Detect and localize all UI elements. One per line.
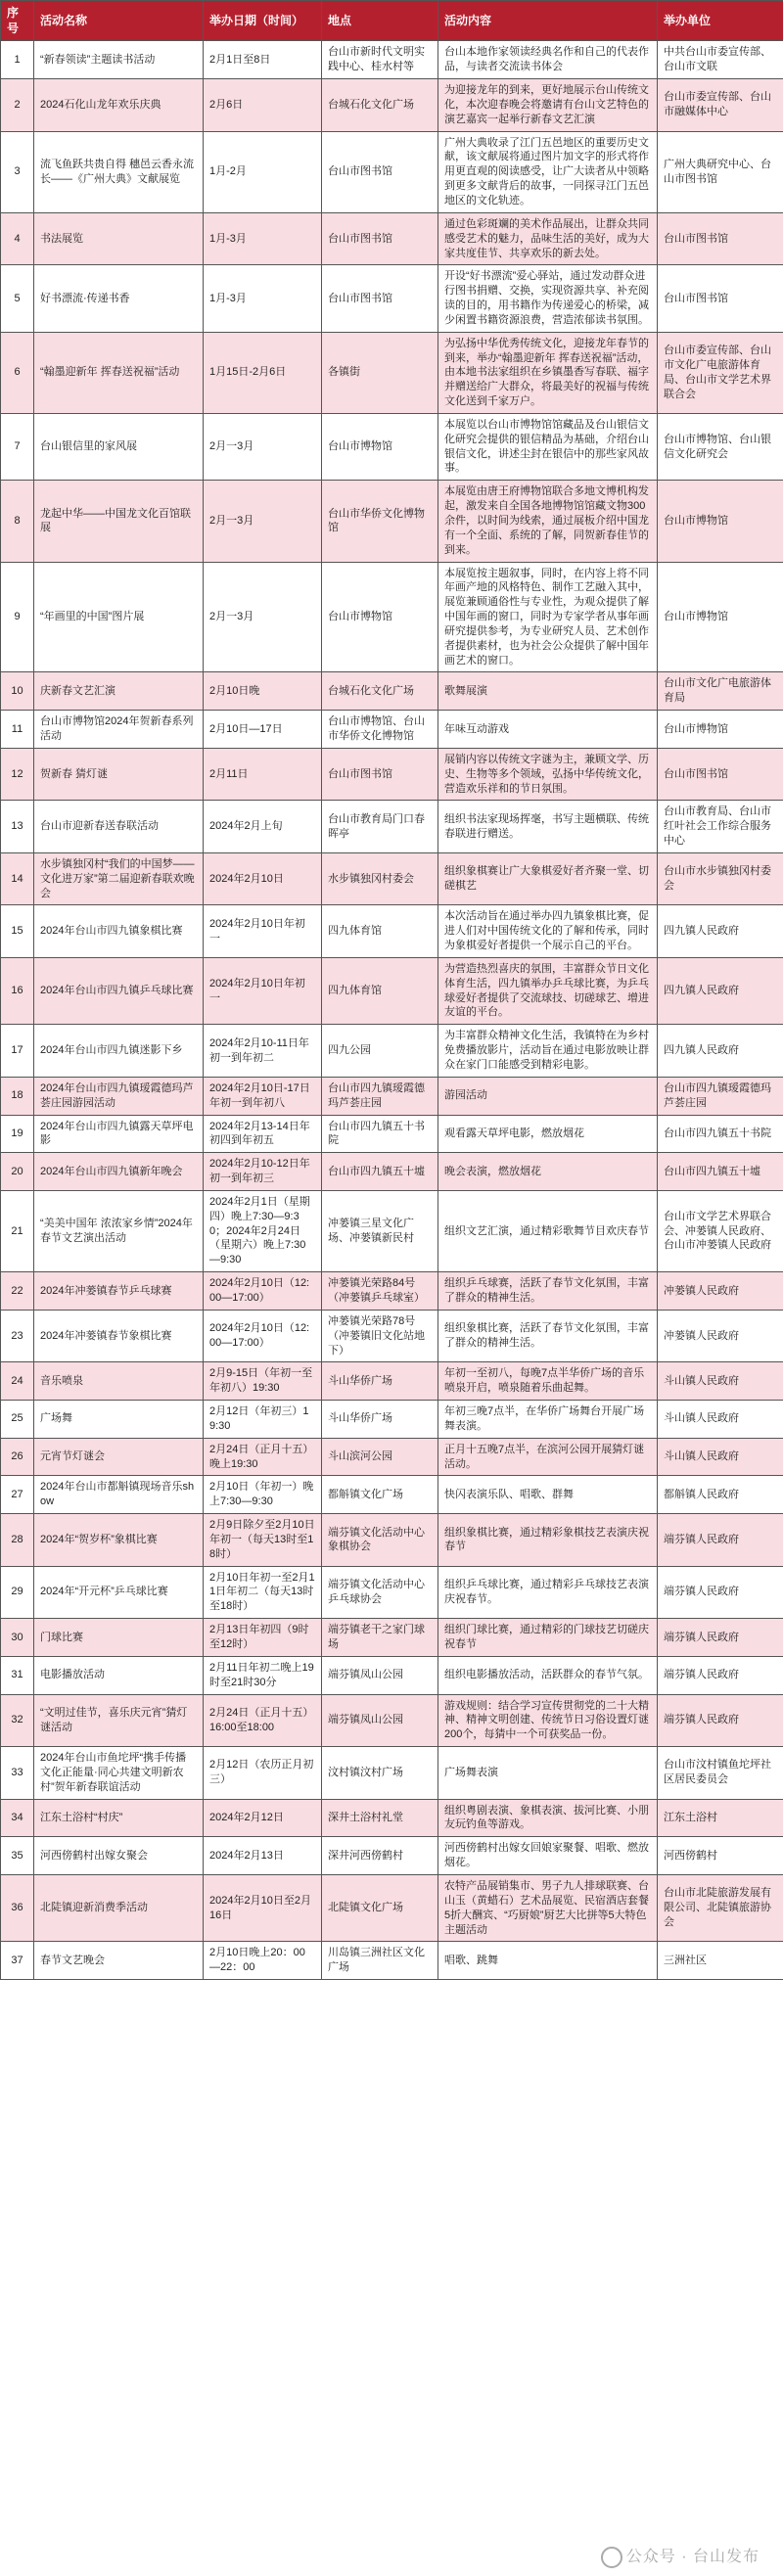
cell-name: “年画里的中国”图片展 xyxy=(34,562,204,672)
cell-date: 2月10日晚上20：00—22：00 xyxy=(204,1942,322,1980)
cell-place: 台山市博物馆 xyxy=(322,413,438,480)
cell-place: 台山市博物馆、台山市华侨文化博物馆 xyxy=(322,711,438,749)
cell-org: 台山市委宣传部、台山市融媒体中心 xyxy=(658,79,783,132)
cell-date: 2024年2月10日至2月16日 xyxy=(204,1874,322,1941)
cell-date: 1月15日-2月6日 xyxy=(204,332,322,413)
cell-name: 贺新春 猜灯谜 xyxy=(34,748,204,801)
cell-org: 台山市文化广电旅游体育局 xyxy=(658,672,783,711)
cell-name: 2024年冲蒌镇春节乒乓球赛 xyxy=(34,1272,204,1311)
cell-place: 台城石化文化广场 xyxy=(322,79,438,132)
cell-place: 端芬镇凤山公园 xyxy=(322,1694,438,1747)
cell-place: 四九公园 xyxy=(322,1025,438,1078)
cell-content: 游园活动 xyxy=(438,1077,658,1115)
cell-content: 组织象棋比赛，通过精彩象棋技艺表演庆祝春节 xyxy=(438,1514,658,1567)
cell-org: 台山市博物馆 xyxy=(658,562,783,672)
cell-org: 台山市四九镇五十墟 xyxy=(658,1153,783,1191)
cell-org: 端芬镇人民政府 xyxy=(658,1514,783,1567)
header-no: 序号 xyxy=(1,1,34,41)
cell-place: 台山市图书馆 xyxy=(322,131,438,212)
cell-place: 深井土浴村礼堂 xyxy=(322,1799,438,1837)
cell-date: 2月10日年初一至2月11日年初二（每天13时至18时） xyxy=(204,1566,322,1619)
cell-place: 台山市四九镇瑷霞德玛芦荟庄园 xyxy=(322,1077,438,1115)
cell-date: 2月9日除夕至2月10日年初一（每天13时至18时） xyxy=(204,1514,322,1567)
cell-place: 水步镇独冈村委会 xyxy=(322,852,438,905)
cell-date: 2024年2月10日（12:00—17:00） xyxy=(204,1310,322,1362)
cell-no: 16 xyxy=(1,957,34,1024)
cell-date: 2月12日（农历正月初三） xyxy=(204,1747,322,1800)
cell-no: 25 xyxy=(1,1401,34,1439)
cell-name: 2024年冲蒌镇春节象棋比赛 xyxy=(34,1310,204,1362)
cell-date: 2月24日（正月十五）晚上19:30 xyxy=(204,1438,322,1476)
cell-content: 组织象棋赛让广大象棋爱好者齐聚一堂、切磋棋艺 xyxy=(438,852,658,905)
cell-date: 2024年2月10日年初一 xyxy=(204,905,322,958)
cell-content: 组织乒乓球比赛，通过精彩乒乓球技艺表演庆祝春节。 xyxy=(438,1566,658,1619)
table-row xyxy=(1,1514,783,1567)
cell-content: 游戏规则：结合学习宣传贯彻党的二十大精神、精神文明创建、传统节日习俗设置灯谜200个，每猜中一个可获奖品一份。 xyxy=(438,1694,658,1747)
cell-place: 台城石化文化广场 xyxy=(322,672,438,711)
cell-no: 37 xyxy=(1,1942,34,1980)
cell-no: 4 xyxy=(1,212,34,265)
cell-place: 台山市图书馆 xyxy=(322,212,438,265)
cell-place: 端芬镇凤山公园 xyxy=(322,1656,438,1694)
cell-content: 组织电影播放活动，活跃群众的春节气氛。 xyxy=(438,1656,658,1694)
cell-name: 音乐喷泉 xyxy=(34,1362,204,1401)
cell-name: 2024年台山市四九镇象棋比赛 xyxy=(34,905,204,958)
table-row xyxy=(1,41,783,79)
cell-org: 斗山镇人民政府 xyxy=(658,1362,783,1401)
cell-date: 2024年2月10日年初一 xyxy=(204,957,322,1024)
cell-org: 斗山镇人民政府 xyxy=(658,1438,783,1476)
cell-date: 2月9-15日（年初一至年初八）19:30 xyxy=(204,1362,322,1401)
cell-date: 2024年2月10-12日年初一到年初三 xyxy=(204,1153,322,1191)
cell-place: 冲蒌镇光荣路78号（冲蒌镇旧文化站地下） xyxy=(322,1310,438,1362)
cell-content: 组织门球比赛，通过精彩的门球技艺切磋庆祝春节 xyxy=(438,1619,658,1657)
table-row xyxy=(1,1115,783,1153)
table-row xyxy=(1,413,783,480)
table-row xyxy=(1,212,783,265)
cell-date: 1月-3月 xyxy=(204,212,322,265)
table-row xyxy=(1,562,783,672)
table-row xyxy=(1,481,783,562)
cell-place: 都斛镇文化广场 xyxy=(322,1476,438,1514)
cell-org: 端芬镇人民政府 xyxy=(658,1619,783,1657)
cell-place: 端芬镇老干之家门球场 xyxy=(322,1619,438,1657)
table-row xyxy=(1,1438,783,1476)
cell-content: 正月十五晚7点半，在滨河公园开展猜灯谜活动。 xyxy=(438,1438,658,1476)
cell-date: 2月12日（年初三）19:30 xyxy=(204,1401,322,1439)
cell-place: 台山市图书馆 xyxy=(322,265,438,332)
cell-name: 北陡镇迎新消费季活动 xyxy=(34,1874,204,1941)
cell-org: 四九镇人民政府 xyxy=(658,957,783,1024)
cell-content: 通过色彩斑斓的美术作品展出，让群众共同感受艺术的魅力，品味生活的美好，成为大家共度佳节、共享欢乐的新去处。 xyxy=(438,212,658,265)
cell-place: 汶村镇汶村广场 xyxy=(322,1747,438,1800)
cell-date: 2月1日至8日 xyxy=(204,41,322,79)
cell-name: 2024年台山市都斛镇现场音乐show xyxy=(34,1476,204,1514)
header-name: 活动名称 xyxy=(34,1,204,41)
cell-no: 31 xyxy=(1,1656,34,1694)
cell-name: 台山银信里的家风展 xyxy=(34,413,204,480)
header-org: 举办单位 xyxy=(658,1,783,41)
cell-place: 冲蒌镇光荣路84号（冲蒌镇乒乓球室） xyxy=(322,1272,438,1311)
cell-org: 三洲社区 xyxy=(658,1942,783,1980)
cell-org: 四九镇人民政府 xyxy=(658,905,783,958)
cell-content: 本次活动旨在通过举办四九镇象棋比赛，促进人们对中国传统文化的了解和传承，同时为象棋爱好者提供一个展示自己的平台。 xyxy=(438,905,658,958)
cell-name: 2024年台山市鱼坨坪“携手传播文化正能量·同心共建文明新农村”贺年新春联谊活动 xyxy=(34,1747,204,1800)
cell-content: 本展览由唐王府博物馆联合多地文博机构发起，激发来自全国各地博物馆馆藏文物300余件，以时间为线索，通过展板介绍中国龙有一个全面、系统的了解，同贺新春佳节的到来。 xyxy=(438,481,658,562)
cell-date: 2024年2月1日（星期四）晚上7:30—9:30；2024年2月24日（星期六）晚上7:30—9:30 xyxy=(204,1190,322,1271)
cell-date: 2024年2月上旬 xyxy=(204,801,322,853)
cell-org: 台山市博物馆 xyxy=(658,711,783,749)
cell-org: 斗山镇人民政府 xyxy=(658,1401,783,1439)
cell-no: 20 xyxy=(1,1153,34,1191)
cell-org: 广州大典研究中心、台山市图书馆 xyxy=(658,131,783,212)
table-row xyxy=(1,265,783,332)
cell-content: 年初三晚7点半，在华侨广场舞台开展广场舞表演。 xyxy=(438,1401,658,1439)
header-place: 地点 xyxy=(322,1,438,41)
cell-name: “新春领读”主题读书活动 xyxy=(34,41,204,79)
cell-no: 18 xyxy=(1,1077,34,1115)
cell-no: 17 xyxy=(1,1025,34,1078)
cell-place: 四九体育馆 xyxy=(322,957,438,1024)
cell-date: 2024年2月10日 xyxy=(204,852,322,905)
table-row xyxy=(1,1942,783,1980)
cell-content: 年味互动游戏 xyxy=(438,711,658,749)
cell-place: 斗山华侨广场 xyxy=(322,1362,438,1401)
table-row xyxy=(1,852,783,905)
cell-org: 台山市水步镇独冈村委会 xyxy=(658,852,783,905)
cell-name: 2024年“开元杯”乒乓球比赛 xyxy=(34,1566,204,1619)
cell-content: 组织粤剧表演、象棋表演、拔河比赛、小朋友玩钓鱼等游戏。 xyxy=(438,1799,658,1837)
cell-org: 台山市四九镇五十书院 xyxy=(658,1115,783,1153)
cell-org: 中共台山市委宣传部、台山市文联 xyxy=(658,41,783,79)
cell-content: 台山本地作家领读经典名作和自己的代表作品，与读者交流读书体会 xyxy=(438,41,658,79)
cell-no: 30 xyxy=(1,1619,34,1657)
cell-place: 各镇街 xyxy=(322,332,438,413)
cell-content: 开设“好书漂流”爱心驿站，通过发动群众进行图书捐赠、交换，实现资源共享、补充阅读的目的，用书籍作为传递爱心的桥梁，减少闲置书籍资源浪费，营造浓郁读书氛围。 xyxy=(438,265,658,332)
cell-date: 2月11日 xyxy=(204,748,322,801)
cell-place: 斗山滨河公园 xyxy=(322,1438,438,1476)
cell-name: 元宵节灯谜会 xyxy=(34,1438,204,1476)
cell-no: 11 xyxy=(1,711,34,749)
cell-no: 6 xyxy=(1,332,34,413)
cell-name: 好书漂流·传递书香 xyxy=(34,265,204,332)
cell-org: 台山市图书馆 xyxy=(658,748,783,801)
cell-date: 2月13日年初四（9时至12时） xyxy=(204,1619,322,1657)
cell-date: 2024年2月13日 xyxy=(204,1837,322,1875)
header-row xyxy=(1,1,783,41)
cell-content: 晚会表演，燃放烟花 xyxy=(438,1153,658,1191)
watermark-text: 公众号 · 台山发布 xyxy=(625,2549,760,2566)
cell-org: 四九镇人民政府 xyxy=(658,1025,783,1078)
cell-no: 10 xyxy=(1,672,34,711)
cell-org: 台山市文学艺术界联合会、冲蒌镇人民政府、台山市冲蒌镇人民政府 xyxy=(658,1190,783,1271)
cell-place: 台山市四九镇五十墟 xyxy=(322,1153,438,1191)
cell-content: 本展览按主题叙事，同时，在内容上将不同年画产地的风格特色、制作工艺融入其中，展览兼顾通俗性与专业性，为观众提供了解中国年画的窗口，同时为专家学者从事年画研究提供参考，为专业研究人员、艺术创作者提供素材，也为社会公众提供了解中国年画艺术的窗口。 xyxy=(438,562,658,672)
table-row xyxy=(1,957,783,1024)
cell-no: 3 xyxy=(1,131,34,212)
cell-content: 本展览以台山市博物馆馆藏品及台山银信文化研究会提供的银信精品为基础，介绍台山银信文化，讲述尘封在银信中的那些家风故事。 xyxy=(438,413,658,480)
cell-name: 龙起中华——中国龙文化百馆联展 xyxy=(34,481,204,562)
watermark xyxy=(601,2544,760,2568)
cell-org: 都斛镇人民政府 xyxy=(658,1476,783,1514)
cell-content: 观看露天草坪电影，燃放烟花 xyxy=(438,1115,658,1153)
cell-place: 台山市教育局门口春晖亭 xyxy=(322,801,438,853)
table-row xyxy=(1,1694,783,1747)
table-row xyxy=(1,1362,783,1401)
cell-name: 流飞鱼跃共贵自得 穗邑云香永流长——《广州大典》文献展览 xyxy=(34,131,204,212)
cell-name: 台山市迎新春送春联活动 xyxy=(34,801,204,853)
cell-content: 河西傍鹤村出嫁女回娘家聚餐、唱歌、燃放烟花。 xyxy=(438,1837,658,1875)
cell-no: 35 xyxy=(1,1837,34,1875)
table-row xyxy=(1,1153,783,1191)
cell-name: “美美中国年 浓浓家乡情”2024年春节文艺演出活动 xyxy=(34,1190,204,1271)
cell-content: 展销内容以传统文字谜为主，兼顾文学、历史、生物等多个领域，弘扬中华传统文化，营造欢乐祥和的节日氛围。 xyxy=(438,748,658,801)
cell-name: 门球比赛 xyxy=(34,1619,204,1657)
table-row xyxy=(1,1747,783,1800)
table-row xyxy=(1,748,783,801)
cell-org: 台山市教育局、台山市红叶社会工作综合服务中心 xyxy=(658,801,783,853)
table-row xyxy=(1,1272,783,1311)
cell-date: 2月10日（年初一）晚上7:30—9:30 xyxy=(204,1476,322,1514)
table-row xyxy=(1,1310,783,1362)
table-row xyxy=(1,1190,783,1271)
cell-date: 1月-2月 xyxy=(204,131,322,212)
cell-org: 冲蒌镇人民政府 xyxy=(658,1272,783,1311)
table-row xyxy=(1,1476,783,1514)
cell-date: 2月一3月 xyxy=(204,481,322,562)
cell-no: 23 xyxy=(1,1310,34,1362)
table-row xyxy=(1,332,783,413)
cell-place: 端芬镇文化活动中心乒乓球协会 xyxy=(322,1566,438,1619)
cell-no: 33 xyxy=(1,1747,34,1800)
cell-name: “文明过佳节，喜乐庆元宵”猜灯谜活动 xyxy=(34,1694,204,1747)
cell-content: 歌舞展演 xyxy=(438,672,658,711)
cell-org: 端芬镇人民政府 xyxy=(658,1566,783,1619)
cell-no: 26 xyxy=(1,1438,34,1476)
cell-date: 2月10日晚 xyxy=(204,672,322,711)
cell-content: 组织书法家现场挥毫，书写主题横联、传统春联进行赠送。 xyxy=(438,801,658,853)
cell-date: 2月6日 xyxy=(204,79,322,132)
cell-date: 2024年2月10日-17日年初一到年初八 xyxy=(204,1077,322,1115)
cell-content: 快闪表演乐队、唱歌、群舞 xyxy=(438,1476,658,1514)
cell-no: 32 xyxy=(1,1694,34,1747)
cell-content: 为营造热烈喜庆的氛围，丰富群众节日文化体育生活，四九镇举办乒乓球比赛，为乒乓球爱好者提供了交流球技、切磋球艺、增进友谊的平台。 xyxy=(438,957,658,1024)
cell-org: 端芬镇人民政府 xyxy=(658,1656,783,1694)
table-row xyxy=(1,672,783,711)
cell-name: 2024年台山市四九镇露天草坪电影 xyxy=(34,1115,204,1153)
cell-org: 台山市博物馆、台山银信文化研究会 xyxy=(658,413,783,480)
cell-org: 台山市北陡旅游发展有限公司、北陡镇旅游协会 xyxy=(658,1874,783,1941)
cell-date: 2024年2月13-14日年初四到年初五 xyxy=(204,1115,322,1153)
cell-place: 深井河西傍鹤村 xyxy=(322,1837,438,1875)
cell-no: 9 xyxy=(1,562,34,672)
cell-no: 21 xyxy=(1,1190,34,1271)
table-row xyxy=(1,1025,783,1078)
table-row xyxy=(1,1619,783,1657)
cell-place: 台山市博物馆 xyxy=(322,562,438,672)
table-row xyxy=(1,905,783,958)
cell-date: 2月24日（正月十五）16:00至18:00 xyxy=(204,1694,322,1747)
cell-date: 2月一3月 xyxy=(204,413,322,480)
cell-name: 书法展览 xyxy=(34,212,204,265)
cell-content: 组织乒乓球赛，活跃了春节文化氛围，丰富了群众的精神生活。 xyxy=(438,1272,658,1311)
cell-date: 2月一3月 xyxy=(204,562,322,672)
cell-date: 2024年2月10-11日年初一到年初二 xyxy=(204,1025,322,1078)
cell-no: 15 xyxy=(1,905,34,958)
cell-org: 冲蒌镇人民政府 xyxy=(658,1310,783,1362)
cell-name: 2024年台山市四九镇瑷霞德玛芦荟庄园游园活动 xyxy=(34,1077,204,1115)
table-row xyxy=(1,711,783,749)
cell-content: 广州大典收录了江门五邑地区的重要历史文献，该文献展将通过图片加文字的形式将作用更直观的阅读感受，让广大读者从中领略到更多文献背后的故事，一同探寻江门五邑地区的文化轨迹。 xyxy=(438,131,658,212)
cell-no: 19 xyxy=(1,1115,34,1153)
cell-name: 2024年台山市四九镇迷影下乡 xyxy=(34,1025,204,1078)
cell-place: 台山市四九镇五十书院 xyxy=(322,1115,438,1153)
cell-date: 1月-3月 xyxy=(204,265,322,332)
cell-no: 13 xyxy=(1,801,34,853)
cell-date: 2月10日—17日 xyxy=(204,711,322,749)
cell-no: 2 xyxy=(1,79,34,132)
table-row xyxy=(1,1566,783,1619)
header-date: 举办日期（时间） xyxy=(204,1,322,41)
cell-date: 2024年2月10日（12:00—17:00） xyxy=(204,1272,322,1311)
table-row xyxy=(1,79,783,132)
table-row xyxy=(1,1656,783,1694)
cell-place: 台山市新时代文明实践中心、桂水村等 xyxy=(322,41,438,79)
cell-content: 组织象棋比赛，活跃了春节文化氛围，丰富了群众的精神生活。 xyxy=(438,1310,658,1362)
cell-name: 2024年台山市四九镇乒乓球比赛 xyxy=(34,957,204,1024)
cell-name: 2024年“贺岁杯”象棋比赛 xyxy=(34,1514,204,1567)
wechat-logo-icon xyxy=(601,2547,622,2568)
cell-date: 2024年2月12日 xyxy=(204,1799,322,1837)
cell-content: 年初一至初八，每晚7点半华侨广场的音乐喷泉开启，喷泉随着乐曲起舞。 xyxy=(438,1362,658,1401)
table-row xyxy=(1,131,783,212)
cell-org: 台山市汶村镇鱼坨坪社区居民委员会 xyxy=(658,1747,783,1800)
cell-place: 四九体育馆 xyxy=(322,905,438,958)
cell-no: 7 xyxy=(1,413,34,480)
table-row xyxy=(1,1837,783,1875)
cell-no: 29 xyxy=(1,1566,34,1619)
cell-content: 为迎接龙年的到来，更好地展示台山传统文化，本次迎春晚会将邀请有台山文艺特色的演艺嘉宾一起举行新春文艺汇演 xyxy=(438,79,658,132)
cell-no: 5 xyxy=(1,265,34,332)
cell-org: 河西傍鹤村 xyxy=(658,1837,783,1875)
cell-no: 27 xyxy=(1,1476,34,1514)
cell-content: 唱歌、跳舞 xyxy=(438,1942,658,1980)
cell-name: 台山市博物馆2024年贺新春系列活动 xyxy=(34,711,204,749)
cell-name: 河西傍鹤村出嫁女聚会 xyxy=(34,1837,204,1875)
cell-name: 春节文艺晚会 xyxy=(34,1942,204,1980)
cell-place: 台山市图书馆 xyxy=(322,748,438,801)
cell-place: 斗山华侨广场 xyxy=(322,1401,438,1439)
cell-no: 28 xyxy=(1,1514,34,1567)
cell-content: 广场舞表演 xyxy=(438,1747,658,1800)
cell-no: 14 xyxy=(1,852,34,905)
cell-no: 8 xyxy=(1,481,34,562)
cell-content: 农特产品展销集市、男子九人排球联赛、台山玉（黄蜡石）艺术品展览、民宿酒店套餐5折大酬宾、“巧厨娘”厨艺大比拼等5大特色主题活动 xyxy=(438,1874,658,1941)
cell-org: 端芬镇人民政府 xyxy=(658,1694,783,1747)
cell-date: 2月11日年初二晚上19时至21时30分 xyxy=(204,1656,322,1694)
cell-name: 电影播放活动 xyxy=(34,1656,204,1694)
cell-org: 台山市四九镇瑷霞德玛芦荟庄园 xyxy=(658,1077,783,1115)
cell-org: 台山市博物馆 xyxy=(658,481,783,562)
cell-name: 2024年台山市四九镇新年晚会 xyxy=(34,1153,204,1191)
cell-no: 24 xyxy=(1,1362,34,1401)
table-row xyxy=(1,1799,783,1837)
cell-org: 江东土浴村 xyxy=(658,1799,783,1837)
cell-name: 广场舞 xyxy=(34,1401,204,1439)
cell-name: 江东土浴村“村庆” xyxy=(34,1799,204,1837)
cell-content: 为弘扬中华优秀传统文化，迎接龙年春节的到来，举办“翰墨迎新年 挥春送祝福”活动，由本地书法家组织在乡镇墨香写春联、福字并赠送给广大群众，将最美好的祝福与传统文化送到千家万户。 xyxy=(438,332,658,413)
cell-place: 川岛镇三洲社区文化广场 xyxy=(322,1942,438,1980)
cell-name: 2024石化山龙年欢乐庆典 xyxy=(34,79,204,132)
cell-org: 台山市委宣传部、台山市文化广电旅游体育局、台山市文学艺术界联合会 xyxy=(658,332,783,413)
cell-name: 水步镇独冈村“我们的中国梦——文化进万家”第二届迎新春联欢晚会 xyxy=(34,852,204,905)
cell-place: 冲蒌镇三星文化广场、冲蒌镇新民村 xyxy=(322,1190,438,1271)
cell-no: 1 xyxy=(1,41,34,79)
header-content: 活动内容 xyxy=(438,1,658,41)
table-row xyxy=(1,1874,783,1941)
cell-content: 为丰富群众精神文化生活，我镇特在为乡村免费播放影片，活动旨在通过电影放映让群众在家门口能感受到精彩电影。 xyxy=(438,1025,658,1078)
table-body xyxy=(1,41,783,1980)
table-row xyxy=(1,1401,783,1439)
cell-place: 北陡镇文化广场 xyxy=(322,1874,438,1941)
cell-name: “翰墨迎新年 挥春送祝福”活动 xyxy=(34,332,204,413)
cell-org: 台山市图书馆 xyxy=(658,212,783,265)
cell-no: 34 xyxy=(1,1799,34,1837)
table-row xyxy=(1,801,783,853)
cell-no: 22 xyxy=(1,1272,34,1311)
cell-no: 12 xyxy=(1,748,34,801)
table-row xyxy=(1,1077,783,1115)
cell-place: 台山市华侨文化博物馆 xyxy=(322,481,438,562)
cell-no: 36 xyxy=(1,1874,34,1941)
cell-org: 台山市图书馆 xyxy=(658,265,783,332)
cell-place: 端芬镇文化活动中心象棋协会 xyxy=(322,1514,438,1567)
cell-name: 庆新春文艺汇演 xyxy=(34,672,204,711)
cell-content: 组织文艺汇演，通过精彩歌舞节目欢庆春节 xyxy=(438,1190,658,1271)
